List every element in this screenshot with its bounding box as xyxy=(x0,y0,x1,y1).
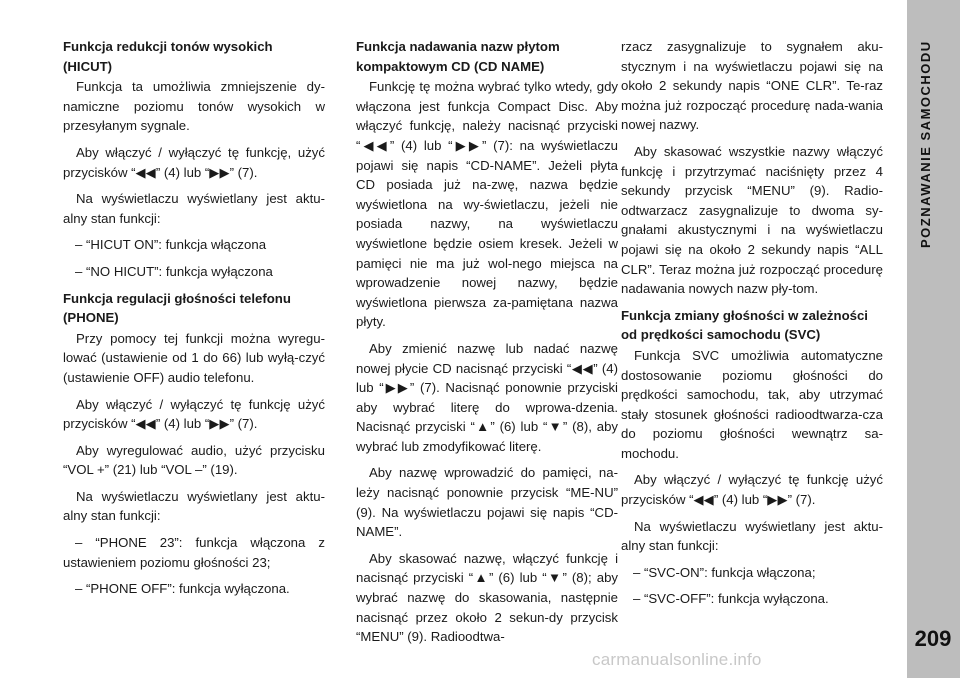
paragraph: Na wyświetlaczu wyświetlany jest aktu-alny stan funkcji: xyxy=(63,191,325,226)
list-item: – “SVC-ON”: funkcja włączona; xyxy=(633,564,816,580)
list-item: – “SVC-OFF”: funkcja wyłączona. xyxy=(633,591,829,607)
paragraph: Na wyświetlaczu wyświetlany jest aktu-alny stan funkcji: xyxy=(63,488,325,524)
list-item: – “PHONE 23”: funkcja włączona z ustawieniem poziomu głośności 23; xyxy=(63,535,325,570)
paragraph: Na wyświetlaczu wyświetlany jest aktu-alny stan funkcji: xyxy=(621,518,883,554)
paragraph: Funkcja SVC umożliwia automatyczne dostosowanie poziomu głośności do prędkości samochodu, tak, aby utrzymać stały stosunek głośności radioodtwarza-cza do poziomu głośności wewnątrz sa-mochodu. xyxy=(621,347,883,461)
paragraph: Aby nazwę wprowadzić do pamięci, na-leży nacisnąć ponownie przycisk “ME-NU” (9). Na wyświetlaczu pojawi się napis “CD-NAME”. xyxy=(356,465,618,540)
paragraph: Funkcja ta umożliwia zmniejszenie dy-namiczne poziomu tonów wysokich w przesyłanym sygnale. xyxy=(63,79,325,134)
column-3 xyxy=(621,37,883,616)
paragraph: Przy pomocy tej funkcji można wyregu-lować (ustawienie od 1 do 66) lub wyłą-czyć (ustawienie OFF) audio telefonu. xyxy=(63,330,325,385)
paragraph: Aby skasować wszystkie nazwy włączyć funkcję i przytrzymać naciśnięty przez 4 sekundy przycisk “MENU” (9). Radio-odtwarzacz zasygnalizuje to dwoma sy-gnałami akustycznymi i na wyświetlaczu pojawi się na około 2 sekundy napis “ALL CLR”. Teraz można już rozpocząć procedurę nadawania nowych nazw pły-tom. xyxy=(621,143,883,297)
list-item: – “HICUT ON”: funkcja włączona xyxy=(75,237,267,253)
column-1 xyxy=(63,37,325,606)
heading-phone: Funkcja regulacji głośności telefonu (PHONE) xyxy=(63,290,291,326)
paragraph: Funkcję tę można wybrać tylko wtedy, gdy włączona jest funkcja Compact Disc. Aby włączyć funkcję, należy nacisnąć przyciski “◀◀” (4) lub “▶▶” (7): na wyświetlaczu pojawi się napis “CD-NAME”. Jeżeli płyta CD posiada już na-zwę, nazwa będzie wyświetlona na wy-świetlaczu, jeżeli nie posiada nazwy, na wyświetlaczu wyświetlone będzie osiem kresek. Jeżeli w pamięci nie ma już wol-nego miejsca na wprowadzenie nowej nazwy, będzie wyświetlona pierwsza za-pamiętana nazwa płyty. xyxy=(356,79,618,330)
paragraph: Aby wyregulować audio, użyć przycisku “VOL +” (21) lub “VOL –” (19). xyxy=(63,442,325,478)
list-item: – “NO HICUT”: funkcja wyłączona xyxy=(75,263,273,279)
section-title: POZNAWANIE SAMOCHODU xyxy=(918,40,933,248)
page-number: 209 xyxy=(914,626,952,651)
paragraph: Aby skasować nazwę, włączyć funkcję i nacisnąć przyciski “▲” (6) lub “▼” (8); aby wybrać nazwę do skasowania, następnie nacisnąć przez około 2 sekun-dy przycisk “MENU” (9). Radioodtwa- xyxy=(356,550,618,645)
paragraph: Aby włączyć / wyłączyć tę funkcję użyć przycisków “◀◀” (4) lub “▶▶” (7). xyxy=(63,396,325,432)
heading-cd-name: Funkcja nadawania nazw płytom kompaktowym CD (CD NAME) xyxy=(356,39,560,74)
watermark-text: carmanualsonline.info xyxy=(592,650,762,669)
paragraph: Aby zmienić nazwę lub nadać nazwę nowej płycie CD nacisnąć przyciski “◀◀” (4) lub “▶▶” (7). Nacisnąć ponownie przyciski aby wybrać literę do wprowa-dzenia. Nacisnąć przyciski “▲” (6) lub “▼” (8), aby wybrać lub zmodyfikować literę. xyxy=(356,340,618,454)
section-sidebar xyxy=(907,0,960,678)
heading-hicut: Funkcja redukcji tonów wysokich (HICUT) xyxy=(63,39,273,74)
column-2 xyxy=(356,37,618,654)
heading-svc: Funkcja zmiany głośności w zależności od prędkości samochodu (SVC) xyxy=(621,307,868,343)
list-item: – “PHONE OFF”: funkcja wyłączona. xyxy=(75,581,290,597)
paragraph: Aby włączyć / wyłączyć tę funkcję użyć przycisków “◀◀” (4) lub “▶▶” (7). xyxy=(621,472,883,508)
paragraph: rzacz zasygnalizuje to sygnałem aku-stycznym i na wyświetlaczu pojawi się na około 2 sekundy napis “ONE CLR”. Te-raz można już rozpocząć procedurę nada-wania nowej nazwy. xyxy=(621,39,883,133)
paragraph: Aby włączyć / wyłączyć tę funkcję, użyć przycisków “◀◀” (4) lub “▶▶” (7). xyxy=(63,144,325,180)
